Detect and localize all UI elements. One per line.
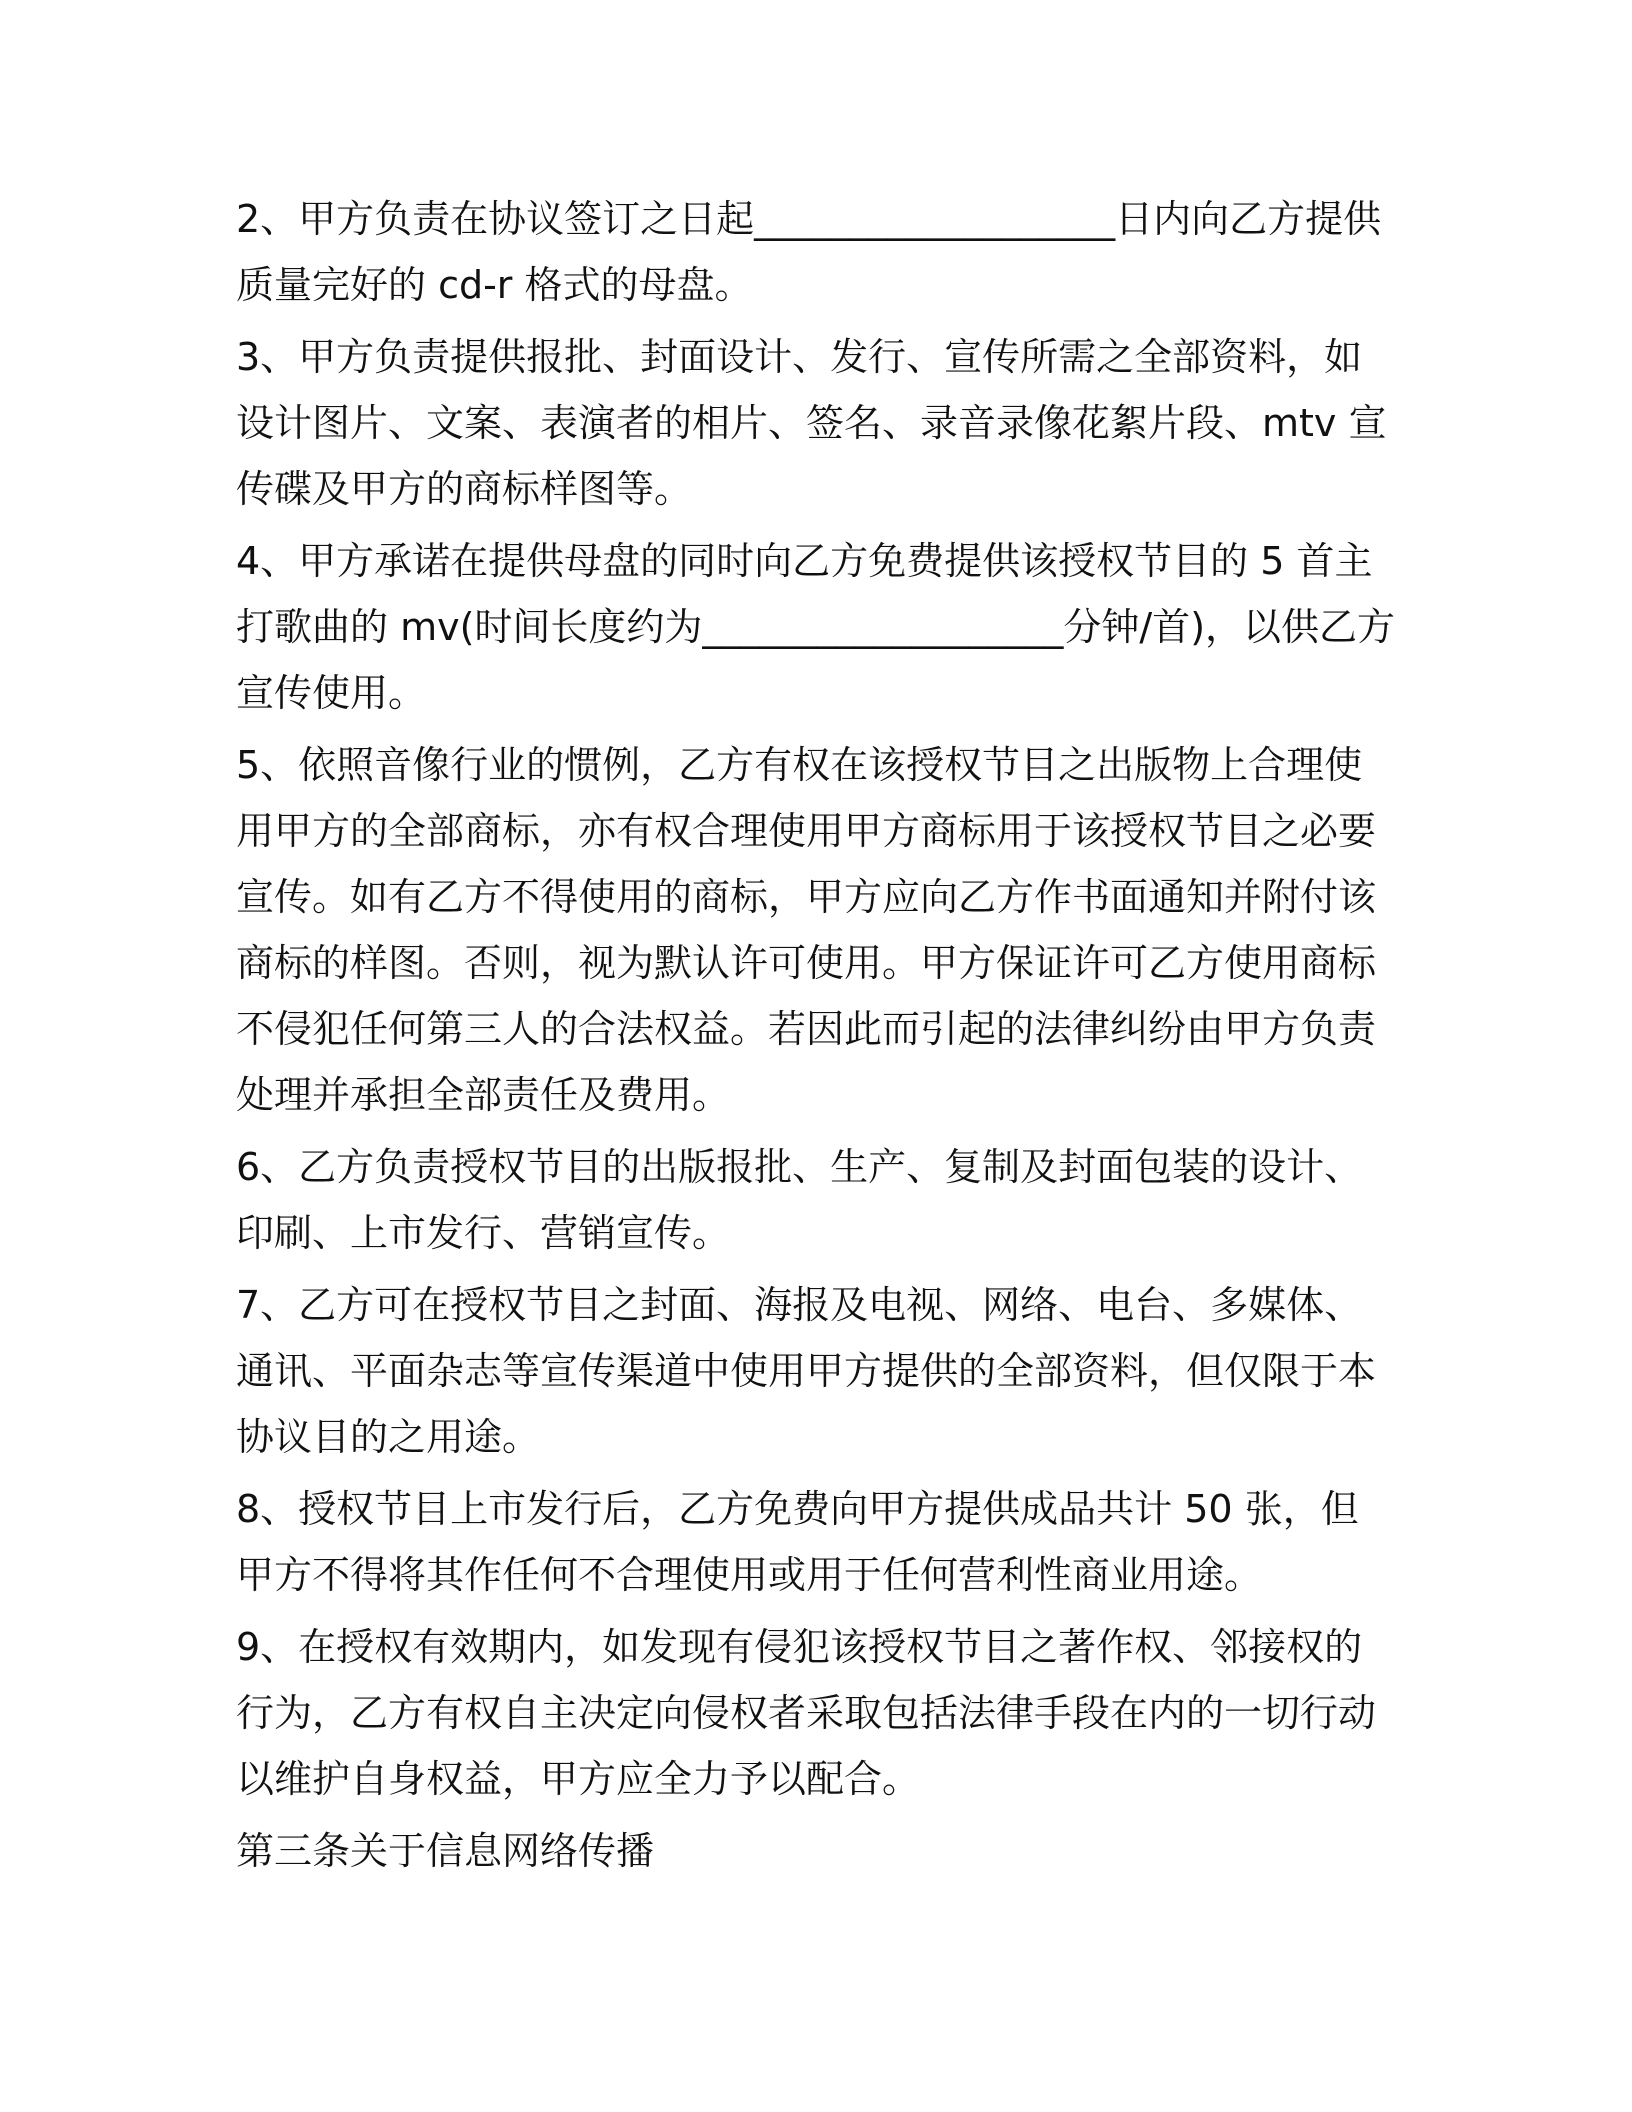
clause-2-paragraph: 2、甲方负责在协议签订之日起___________________日内向乙方提供质量完好的 cd-r 格式的母盘。 <box>236 197 1382 307</box>
clause-9-paragraph: 9、在授权有效期内，如发现有侵犯该授权节目之著作权、邻接权的行为，乙方有权自主决定向侵权者采取包括法律手段在内的一切行动以维护自身权益，甲方应全力予以配合。 <box>236 1625 1377 1801</box>
clause-3-paragraph: 3、甲方负责提供报批、封面设计、发行、宣传所需之全部资料，如设计图片、文案、表演者的相片、签名、录音录像花絮片段、mtv 宣传碟及甲方的商标样图等。 <box>236 335 1387 511</box>
clause-4-paragraph: 4、甲方承诺在提供母盘的同时向乙方免费提供该授权节目的 5 首主打歌曲的 mv(时间长度约为___________________分钟/首)，以供乙方宣传使用。 <box>236 539 1396 715</box>
section-heading: 第三条关于信息网络传播 <box>236 1829 655 1873</box>
clause-7-paragraph: 7、乙方可在授权节目之封面、海报及电视、网络、电台、多媒体、通讯、平面杂志等宣传渠道中使用甲方提供的全部资料，但仅限于本协议目的之用途。 <box>236 1283 1377 1459</box>
clause-5-paragraph: 5、依照音像行业的惯例，乙方有权在该授权节目之出版物上合理使用甲方的全部商标，亦有权合理使用甲方商标用于该授权节目之必要宣传。如有乙方不得使用的商标，甲方应向乙方作书面通知并附付该商标的样图。否则，视为默认许可使用。甲方保证许可乙方使用商标不侵犯任何第三人的合法权益。若因此而引起的法律纠纷由甲方负责处理并承担全部责任及费用。 <box>236 743 1377 1117</box>
clause-6-paragraph: 6、乙方负责授权节目的出版报批、生产、复制及封面包装的设计、印刷、上市发行、营销宣传。 <box>236 1145 1363 1255</box>
clause-8-paragraph: 8、授权节目上市发行后，乙方免费向甲方提供成品共计 50 张，但甲方不得将其作任何不合理使用或用于任何营利性商业用途。 <box>236 1487 1359 1597</box>
document-body <box>236 186 1396 1884</box>
